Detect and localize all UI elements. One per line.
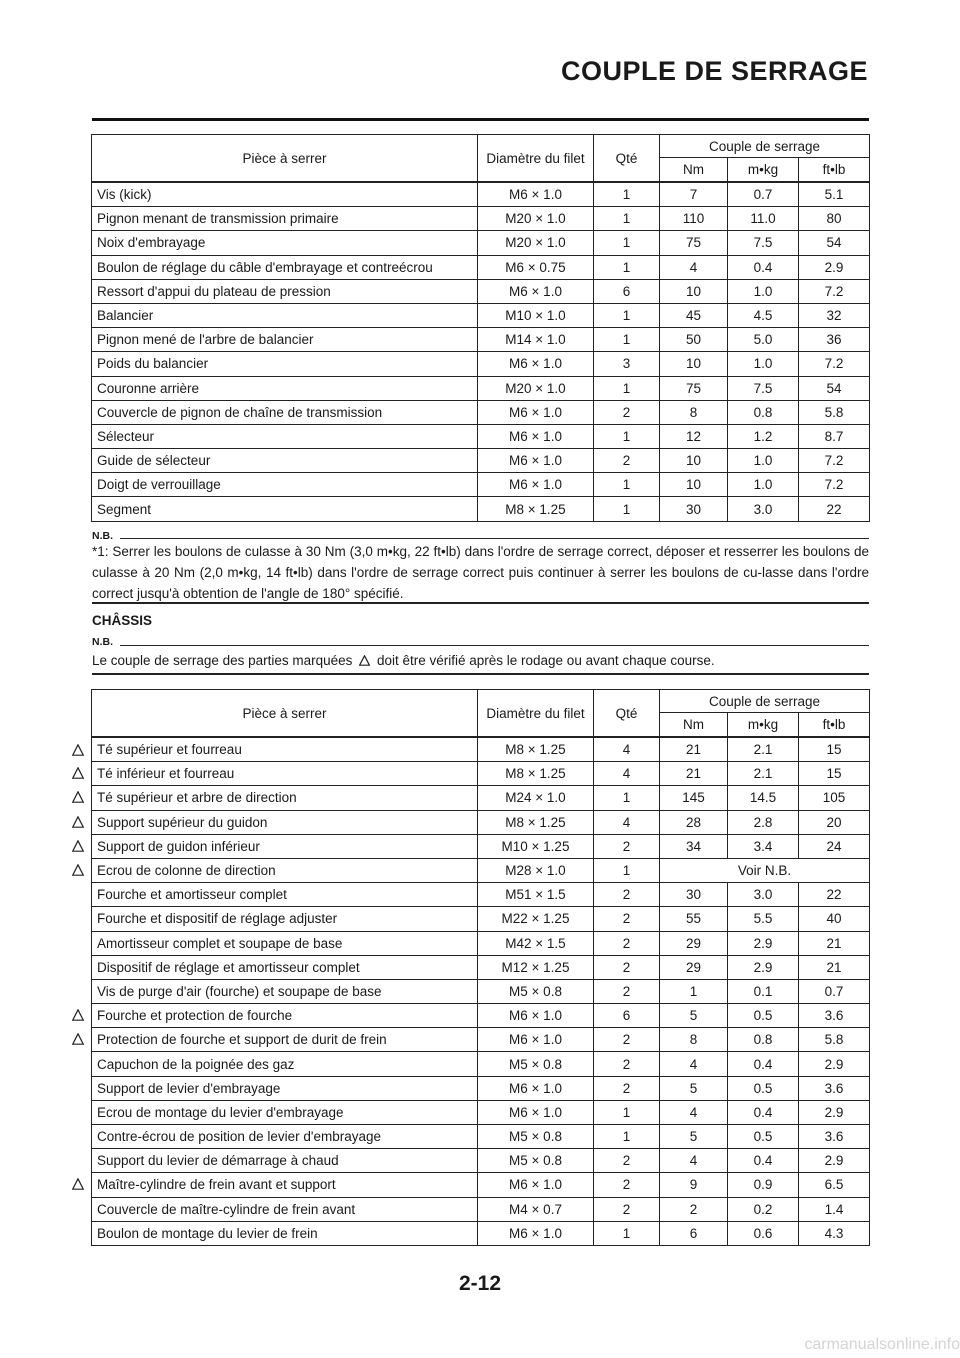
cell-ftlb: 22: [799, 883, 870, 907]
cell-part: Segment: [92, 497, 478, 521]
cell-mkg: 7.5: [728, 231, 799, 255]
header-thread: Diamètre du filet: [478, 135, 594, 183]
cell-thread: M5 × 0.8: [478, 1052, 594, 1076]
table-row: [92, 955, 870, 979]
page-title: COUPLE DE SERRAGE: [560, 56, 868, 86]
cell-nm: 7: [660, 182, 728, 207]
cell-qty: 1: [594, 497, 660, 521]
cell-part: Dispositif de réglage et amortisseur complet: [92, 955, 478, 979]
cell-mkg: 0.4: [728, 255, 799, 279]
cell-ftlb: 21: [799, 931, 870, 955]
cell-thread: M8 × 1.25: [478, 737, 594, 762]
cell-ftlb: 54: [799, 376, 870, 400]
note-text-before: Le couple de serrage des parties marquées: [92, 653, 353, 668]
cell-nm: 5: [660, 1004, 728, 1028]
cell-nm: 10: [660, 352, 728, 376]
cell-ftlb: 2.9: [799, 1149, 870, 1173]
cell-part: Fourche et protection de fourche: [92, 1004, 478, 1028]
table-row: [92, 834, 870, 858]
cell-nm: 50: [660, 328, 728, 352]
cell-part: Support du levier de démarrage à chaud: [92, 1149, 478, 1173]
table-row: [92, 1173, 870, 1197]
cell-ftlb: 3.6: [799, 1004, 870, 1028]
cell-nm: 6: [660, 1221, 728, 1245]
cell-qty: 1: [594, 1100, 660, 1124]
cell-mkg: 0.2: [728, 1197, 799, 1221]
cell-mkg: 0.5: [728, 1125, 799, 1149]
cell-qty: 2: [594, 449, 660, 473]
cell-thread: M6 × 1.0: [478, 400, 594, 424]
cell-part: Pignon menant de transmission primaire: [92, 207, 478, 231]
cell-nm: 21: [660, 737, 728, 762]
header-mkg: m•kg: [728, 713, 799, 738]
note-divider-bottom: [92, 673, 869, 675]
cell-nm: 55: [660, 907, 728, 931]
cell-thread: M4 × 0.7: [478, 1197, 594, 1221]
cell-qty: 1: [594, 255, 660, 279]
cell-part: Support de levier d'embrayage: [92, 1076, 478, 1100]
note-text: [92, 650, 869, 672]
cell-thread: M6 × 1.0: [478, 1173, 594, 1197]
cell-nm: 145: [660, 786, 728, 810]
triangle-icon: [70, 1172, 86, 1196]
cell-mkg: 1.0: [728, 279, 799, 303]
cell-qty: 2: [594, 400, 660, 424]
cell-qty: 2: [594, 979, 660, 1003]
cell-nm: 5: [660, 1125, 728, 1149]
cell-thread: M5 × 0.8: [478, 1149, 594, 1173]
cell-ftlb: 22: [799, 497, 870, 521]
cell-thread: M10 × 1.25: [478, 834, 594, 858]
cell-qty: 1: [594, 376, 660, 400]
cell-ftlb: 3.6: [799, 1125, 870, 1149]
cell-thread: M22 × 1.25: [478, 907, 594, 931]
cell-ftlb: 21: [799, 955, 870, 979]
cell-part: Poids du balancier: [92, 352, 478, 376]
cell-thread: M6 × 1.0: [478, 449, 594, 473]
cell-ftlb: 24: [799, 834, 870, 858]
table-row: [92, 231, 870, 255]
cell-thread: M20 × 1.0: [478, 231, 594, 255]
cell-qty: 6: [594, 1004, 660, 1028]
cell-nm: 1: [660, 979, 728, 1003]
watermark: carmanualsonline.info: [804, 1336, 960, 1353]
triangle-icon: [70, 834, 86, 858]
cell-mkg: 0.5: [728, 1076, 799, 1100]
cell-part: Té inférieur et fourreau: [92, 762, 478, 786]
table-row: [92, 1149, 870, 1173]
cell-nm: 28: [660, 810, 728, 834]
table-row: [92, 182, 870, 207]
table-row: [92, 858, 870, 882]
cell-qty: 6: [594, 279, 660, 303]
cell-mkg: 0.1: [728, 979, 799, 1003]
cell-ftlb: 7.2: [799, 352, 870, 376]
header-part: Pièce à serrer: [92, 690, 478, 738]
cell-nm: 4: [660, 1149, 728, 1173]
cell-part: Couvercle de maître-cylindre de frein avant: [92, 1197, 478, 1221]
cell-part: Té supérieur et arbre de direction: [92, 786, 478, 810]
cell-ftlb: 54: [799, 231, 870, 255]
cell-qty: 1: [594, 786, 660, 810]
cell-nm: 10: [660, 473, 728, 497]
note-text: *1: Serrer les boulons de culasse à 30 Nm (3,0 m•kg, 22 ft•lb) dans l'ordre de serrage correct, déposer et resserrer les boulons de culasse à 20 Nm (2,0 m•kg, 14 ft•lb) dans l'ordre de serrage correct puis continuer à serrer les boulons de cu-lasse dans l'ordre correct jusqu'à obtention de l'angle de 180° spécifié.: [92, 544, 869, 601]
cell-mkg: 2.9: [728, 931, 799, 955]
cell-mkg: 2.1: [728, 762, 799, 786]
cell-mkg: 3.4: [728, 834, 799, 858]
triangle-icon: [70, 1003, 86, 1027]
cell-thread: M8 × 1.25: [478, 762, 594, 786]
cell-nm: 10: [660, 279, 728, 303]
table-row: [92, 376, 870, 400]
cell-ftlb: 6.5: [799, 1173, 870, 1197]
cell-thread: M6 × 1.0: [478, 473, 594, 497]
page-number: 2-12: [458, 1272, 502, 1295]
table-row: [92, 786, 870, 810]
cell-mkg: 2.8: [728, 810, 799, 834]
cell-mkg: 0.9: [728, 1173, 799, 1197]
table-row: [92, 328, 870, 352]
cell-mkg: 1.0: [728, 352, 799, 376]
cell-qty: 1: [594, 231, 660, 255]
cell-qty: 1: [594, 303, 660, 327]
cell-mkg: 0.4: [728, 1100, 799, 1124]
cell-mkg: 0.8: [728, 400, 799, 424]
cell-ftlb: 80: [799, 207, 870, 231]
cell-ftlb: 7.2: [799, 279, 870, 303]
header-thread: Diamètre du filet: [478, 690, 594, 738]
cell-thread: M6 × 1.0: [478, 352, 594, 376]
cell-ftlb: 15: [799, 737, 870, 762]
cell-part: Maître-cylindre de frein avant et support: [92, 1173, 478, 1197]
cell-mkg: 7.5: [728, 376, 799, 400]
cell-thread: M24 × 1.0: [478, 786, 594, 810]
triangle-icon: [70, 761, 86, 785]
cell-qty: 2: [594, 1076, 660, 1100]
cell-part: Capuchon de la poignée des gaz: [92, 1052, 478, 1076]
cell-qty: 2: [594, 1173, 660, 1197]
cell-part: Ecrou de montage du levier d'embrayage: [92, 1100, 478, 1124]
cell-qty: 2: [594, 1149, 660, 1173]
cell-ftlb: 5.1: [799, 182, 870, 207]
cell-mkg: 0.5: [728, 1004, 799, 1028]
cell-thread: M12 × 1.25: [478, 955, 594, 979]
note-text-after: doit être vérifié après le rodage ou avant chaque course.: [376, 653, 715, 668]
cell-qty: 1: [594, 473, 660, 497]
cell-nm: 5: [660, 1076, 728, 1100]
cell-ftlb: 2.9: [799, 255, 870, 279]
cell-ftlb: 105: [799, 786, 870, 810]
cell-part: Couvercle de pignon de chaîne de transmission: [92, 400, 478, 424]
header-qty: Qté: [594, 135, 660, 183]
cell-thread: M6 × 1.0: [478, 1221, 594, 1245]
table-row: [92, 810, 870, 834]
header-torque: Couple de serrage: [660, 135, 870, 158]
cell-ftlb: 2.9: [799, 1100, 870, 1124]
cell-thread: M28 × 1.0: [478, 858, 594, 882]
cell-part: Balancier: [92, 303, 478, 327]
header-ftlb: ft•lb: [799, 158, 870, 183]
cell-qty: 2: [594, 907, 660, 931]
cell-mkg: 1.0: [728, 473, 799, 497]
header-ftlb: ft•lb: [799, 713, 870, 738]
chassis-torque-table: [91, 689, 870, 1246]
cell-part: Boulon de montage du levier de frein: [92, 1221, 478, 1245]
table-row: [92, 1004, 870, 1028]
cell-qty: 2: [594, 931, 660, 955]
cell-part: Doigt de verrouillage: [92, 473, 478, 497]
cell-qty: 1: [594, 424, 660, 448]
cell-thread: M5 × 0.8: [478, 1125, 594, 1149]
cell-thread: M51 × 1.5: [478, 883, 594, 907]
triangle-icon: [70, 858, 86, 882]
triangle-icon: [70, 737, 86, 762]
cell-qty: 1: [594, 1125, 660, 1149]
cell-mkg: 1.2: [728, 424, 799, 448]
cell-qty: 1: [594, 1221, 660, 1245]
table-row: [92, 255, 870, 279]
cell-nm: 75: [660, 231, 728, 255]
cell-ftlb: 8.7: [799, 424, 870, 448]
table-row: [92, 303, 870, 327]
cell-qty: 3: [594, 352, 660, 376]
table-row: [92, 207, 870, 231]
cell-nm: 29: [660, 955, 728, 979]
cell-mkg: 1.0: [728, 449, 799, 473]
cell-nm: 2: [660, 1197, 728, 1221]
cell-nm: 30: [660, 883, 728, 907]
cell-part: Noix d'embrayage: [92, 231, 478, 255]
table-row: [92, 979, 870, 1003]
cell-part: Support de guidon inférieur: [92, 834, 478, 858]
cell-thread: M6 × 0.75: [478, 255, 594, 279]
note-label: N.B.: [92, 636, 113, 648]
cell-ftlb: 1.4: [799, 1197, 870, 1221]
cell-mkg: 3.0: [728, 883, 799, 907]
cell-part: Ressort d'appui du plateau de pression: [92, 279, 478, 303]
table-row: [92, 424, 870, 448]
table-row: [92, 1125, 870, 1149]
cell-nm: 9: [660, 1173, 728, 1197]
engine-torque-table: [91, 134, 870, 522]
cell-qty: 2: [594, 883, 660, 907]
table-row: [92, 279, 870, 303]
triangle-icon: [70, 785, 86, 809]
cell-mkg: 14.5: [728, 786, 799, 810]
cell-part: Vis de purge d'air (fourche) et soupape de base: [92, 979, 478, 1003]
cell-nm: 30: [660, 497, 728, 521]
cell-part: Amortisseur complet et soupape de base: [92, 931, 478, 955]
cell-thread: M6 × 1.0: [478, 1028, 594, 1052]
table-row: [92, 762, 870, 786]
cell-qty: 1: [594, 858, 660, 882]
header-nm: Nm: [660, 713, 728, 738]
cell-mkg: 5.5: [728, 907, 799, 931]
cell-qty: 2: [594, 1197, 660, 1221]
cell-nm: 75: [660, 376, 728, 400]
cell-part: Ecrou de colonne de direction: [92, 858, 478, 882]
cell-qty: 2: [594, 1052, 660, 1076]
table-row: [92, 1100, 870, 1124]
cell-thread: M42 × 1.5: [478, 931, 594, 955]
cell-ftlb: 20: [799, 810, 870, 834]
cell-mkg: 11.0: [728, 207, 799, 231]
cell-part: Support supérieur du guidon: [92, 810, 478, 834]
cell-mkg: 2.9: [728, 955, 799, 979]
table-row: [92, 400, 870, 424]
note-divider: [120, 645, 869, 646]
cell-nm: 110: [660, 207, 728, 231]
header-qty: Qté: [594, 690, 660, 738]
cell-nm: 10: [660, 449, 728, 473]
table-row: [92, 1221, 870, 1245]
table-row: [92, 737, 870, 762]
title-rule: [92, 118, 869, 121]
cell-ftlb: 36: [799, 328, 870, 352]
table-row: [92, 497, 870, 521]
cell-thread: M6 × 1.0: [478, 1004, 594, 1028]
cell-thread: M6 × 1.0: [478, 424, 594, 448]
cell-ftlb: 4.3: [799, 1221, 870, 1245]
cell-qty: 1: [594, 207, 660, 231]
cell-part: Boulon de réglage du câble d'embrayage et contreécrou: [92, 255, 478, 279]
header-torque: Couple de serrage: [660, 690, 870, 713]
cell-qty: 2: [594, 955, 660, 979]
cell-part: Protection de fourche et support de durit de frein: [92, 1028, 478, 1052]
cell-mkg: 0.8: [728, 1028, 799, 1052]
cell-part: Fourche et dispositif de réglage adjuster: [92, 907, 478, 931]
cell-thread: M5 × 0.8: [478, 979, 594, 1003]
cell-nm: 29: [660, 931, 728, 955]
cell-part: Vis (kick): [92, 182, 478, 207]
cell-thread: M20 × 1.0: [478, 207, 594, 231]
cell-thread: M14 × 1.0: [478, 328, 594, 352]
cell-merged-torque: Voir N.B.: [660, 858, 870, 882]
cell-part: Couronne arrière: [92, 376, 478, 400]
cell-ftlb: 40: [799, 907, 870, 931]
cell-part: Fourche et amortisseur complet: [92, 883, 478, 907]
table-row: [92, 1052, 870, 1076]
table-row: [92, 1028, 870, 1052]
cell-nm: 4: [660, 1052, 728, 1076]
cell-mkg: 0.4: [728, 1052, 799, 1076]
cell-part: Sélecteur: [92, 424, 478, 448]
cell-mkg: 0.6: [728, 1221, 799, 1245]
cell-ftlb: 7.2: [799, 449, 870, 473]
cell-nm: 8: [660, 400, 728, 424]
cell-nm: 21: [660, 762, 728, 786]
cell-qty: 1: [594, 328, 660, 352]
cell-part: Guide de sélecteur: [92, 449, 478, 473]
triangle-icon: [70, 810, 86, 834]
cell-nm: 4: [660, 1100, 728, 1124]
cell-thread: M20 × 1.0: [478, 376, 594, 400]
cell-thread: M8 × 1.25: [478, 810, 594, 834]
cell-thread: M6 × 1.0: [478, 182, 594, 207]
header-mkg: m•kg: [728, 158, 799, 183]
cell-qty: 2: [594, 1028, 660, 1052]
table-row: [92, 883, 870, 907]
cell-ftlb: 32: [799, 303, 870, 327]
cell-qty: 1: [594, 182, 660, 207]
cell-mkg: 2.1: [728, 737, 799, 762]
cell-thread: M6 × 1.0: [478, 1100, 594, 1124]
header-part: Pièce à serrer: [92, 135, 478, 183]
note-label: N.B.: [92, 530, 113, 542]
cell-ftlb: 3.6: [799, 1076, 870, 1100]
cell-mkg: 4.5: [728, 303, 799, 327]
table-row: [92, 907, 870, 931]
cell-ftlb: 15: [799, 762, 870, 786]
cell-nm: 45: [660, 303, 728, 327]
triangle-icon: [359, 651, 370, 672]
table-row: [92, 449, 870, 473]
cell-nm: 4: [660, 255, 728, 279]
cell-thread: M6 × 1.0: [478, 279, 594, 303]
table-row: [92, 473, 870, 497]
cell-thread: M10 × 1.0: [478, 303, 594, 327]
cell-thread: M8 × 1.25: [478, 497, 594, 521]
cell-part: Pignon mené de l'arbre de balancier: [92, 328, 478, 352]
table-row: [92, 352, 870, 376]
cell-thread: M6 × 1.0: [478, 1076, 594, 1100]
triangle-icon: [70, 1027, 86, 1051]
header-nm: Nm: [660, 158, 728, 183]
cell-qty: 4: [594, 762, 660, 786]
table-row: [92, 931, 870, 955]
section-heading: CHÂSSIS: [92, 613, 153, 628]
table-row: [92, 1076, 870, 1100]
cell-mkg: 0.4: [728, 1149, 799, 1173]
cell-nm: 8: [660, 1028, 728, 1052]
note-divider-bottom: [92, 602, 869, 604]
cell-qty: 2: [594, 834, 660, 858]
cell-ftlb: 5.8: [799, 1028, 870, 1052]
cell-ftlb: 5.8: [799, 400, 870, 424]
cell-qty: 4: [594, 737, 660, 762]
note-divider: [120, 538, 869, 539]
cell-nm: 12: [660, 424, 728, 448]
cell-mkg: 3.0: [728, 497, 799, 521]
cell-ftlb: 2.9: [799, 1052, 870, 1076]
cell-mkg: 0.7: [728, 182, 799, 207]
cell-ftlb: 0.7: [799, 979, 870, 1003]
cell-qty: 4: [594, 810, 660, 834]
cell-part: Contre-écrou de position de levier d'embrayage: [92, 1125, 478, 1149]
cell-part: Té supérieur et fourreau: [92, 737, 478, 762]
cell-mkg: 5.0: [728, 328, 799, 352]
cell-ftlb: 7.2: [799, 473, 870, 497]
cell-nm: 34: [660, 834, 728, 858]
table-row: [92, 1197, 870, 1221]
